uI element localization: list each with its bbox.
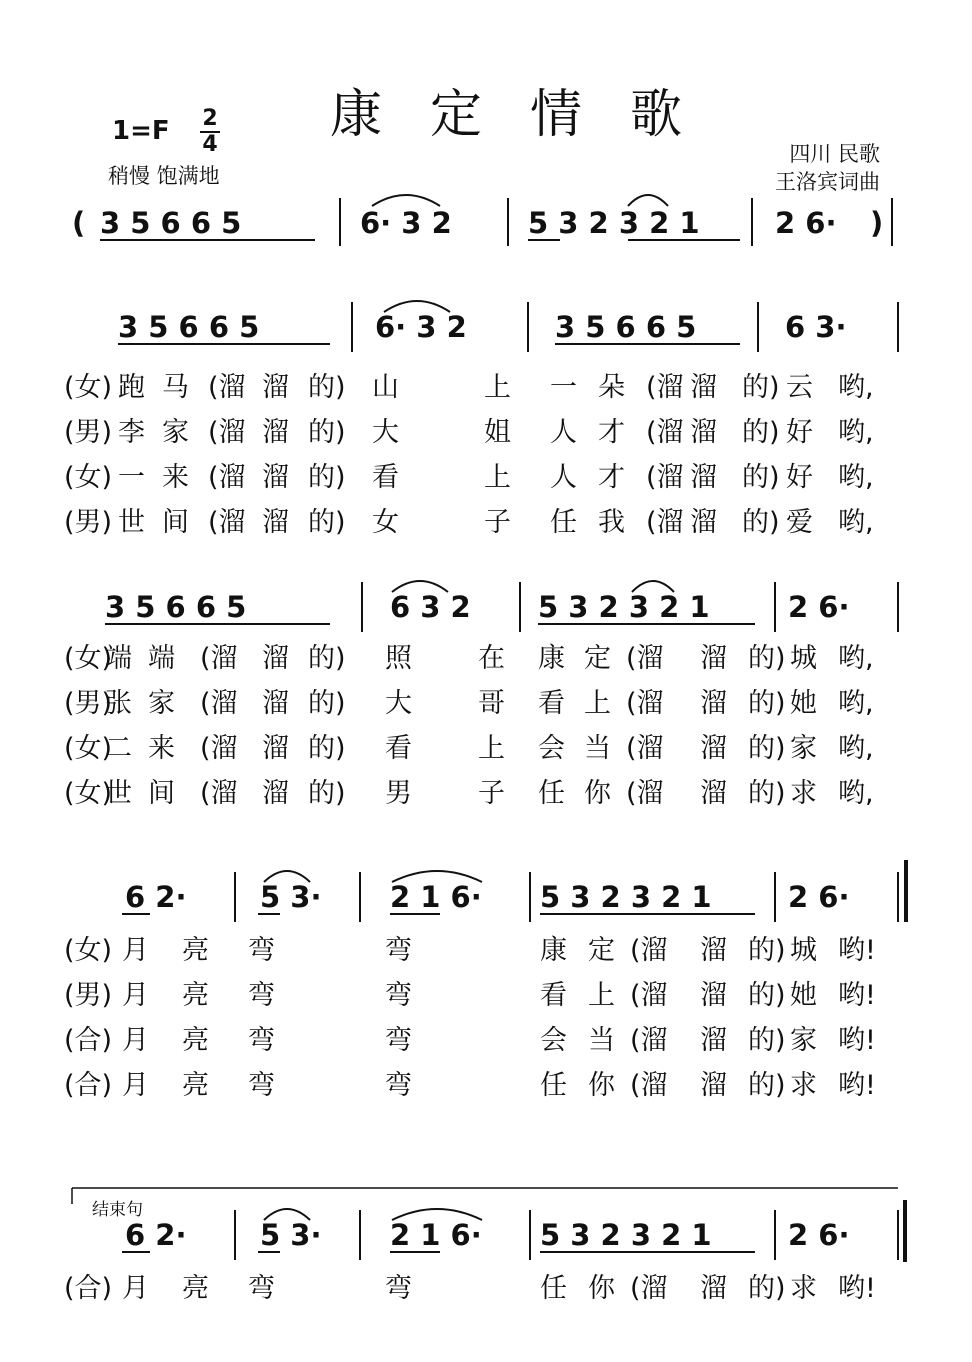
measure-notes: 5 3· [260, 880, 322, 914]
measure-notes: 6 2· [125, 880, 187, 914]
lyric-syllable: 溜 [700, 1070, 727, 1101]
lyric-syllable: 爱 [786, 507, 813, 538]
lyric-syllable: 你 [588, 1273, 615, 1304]
lyric-syllable: 溜 [700, 778, 727, 809]
ending-measure-notes: 5 3 2 3 2 1 [540, 1218, 712, 1252]
verse-label: (女) [64, 778, 113, 809]
lyric-syllable: 上 [588, 980, 615, 1011]
lyric-syllable: 溜 [262, 688, 289, 719]
lyric-syllable: 定 [584, 643, 611, 674]
lyric-syllable: 弯 [385, 1070, 412, 1101]
lyric-syllable: 月 [122, 1025, 149, 1056]
intro-measure: 2 6· [775, 206, 837, 240]
lyric-syllable: 家 [790, 1025, 817, 1056]
lyric-syllable: 二 [105, 733, 132, 764]
lyric-syllable: 朵 [598, 372, 625, 403]
lyric-syllable: 溜 [262, 372, 289, 403]
measure-notes: 6 3· [785, 310, 847, 344]
lyric-syllable: 亮 [182, 1070, 209, 1101]
lyric-syllable: 她 [790, 980, 817, 1011]
lyric-syllable: 弯 [385, 980, 412, 1011]
slur [632, 581, 674, 592]
verse-label: (合) [64, 1070, 113, 1101]
lyric-syllable: 溜 [262, 417, 289, 448]
lyric-syllable: 你 [588, 1070, 615, 1101]
lyric-syllable: 好 [786, 462, 813, 493]
lyric-syllable: 任 [540, 1273, 567, 1304]
lyric-syllable: 弯 [248, 980, 275, 1011]
lyric-syllable: 溜 [700, 980, 727, 1011]
measure-notes: 2 1 6· [390, 880, 482, 914]
lyric-syllable: 人 [550, 417, 577, 448]
lyric-syllable: (溜 [630, 1273, 668, 1304]
lyric-syllable: 亮 [182, 980, 209, 1011]
intro-measure: 6· 3 2 [360, 206, 452, 240]
lyric-syllable: 月 [122, 1070, 149, 1101]
lyric-syllable: 的) [742, 507, 780, 538]
lyric-syllable: 女 [372, 507, 399, 538]
lyric-syllable: 的) [748, 1025, 786, 1056]
slur [264, 871, 310, 882]
verse-label: (女) [64, 733, 113, 764]
verse-label: (女) [64, 462, 113, 493]
lyric-syllable: 李 [118, 417, 145, 448]
lyric-syllable: 当 [584, 733, 611, 764]
lyric-syllable: 弯 [385, 1273, 412, 1304]
lyric-syllable: 的) [742, 372, 780, 403]
lyric-syllable: (溜 [646, 417, 684, 448]
lyric-syllable: 照 [385, 643, 412, 674]
lyric-syllable: (溜 [626, 778, 664, 809]
lyric-syllable: 弯 [248, 1025, 275, 1056]
lyric-syllable: 的) [748, 778, 786, 809]
ending-measure-notes: 6 2· [125, 1218, 187, 1252]
lyric-syllable: (溜 [200, 733, 238, 764]
lyric-syllable: 弯 [385, 1025, 412, 1056]
intro-open-paren: ( [72, 206, 86, 240]
measure-notes: 2 6· [788, 880, 850, 914]
lyric-syllable: 马 [162, 372, 189, 403]
lyric-syllable: 你 [584, 778, 611, 809]
verse-label: (男) [64, 688, 113, 719]
lyric-syllable: (溜 [208, 507, 246, 538]
lyric-syllable: 哟, [838, 643, 874, 674]
lyric-syllable: 男 [385, 778, 412, 809]
lyric-syllable: 溜 [690, 372, 717, 403]
lyric-syllable: 弯 [248, 1070, 275, 1101]
slur [392, 871, 482, 882]
intro-close-paren: ) [870, 206, 884, 240]
lyric-syllable: 会 [540, 1025, 567, 1056]
lyric-syllable: 跑 [118, 372, 145, 403]
verse-label: (女) [64, 935, 113, 966]
lyric-syllable: 来 [162, 462, 189, 493]
slur [392, 581, 448, 592]
lyric-syllable: (溜 [208, 417, 246, 448]
lyric-syllable: 溜 [262, 733, 289, 764]
verse-label: (合) [64, 1025, 113, 1056]
lyric-syllable: 大 [385, 688, 412, 719]
lyric-syllable: 世 [105, 778, 132, 809]
intro-measure: 3 5 6 6 5 [100, 206, 242, 240]
lyric-syllable: 一 [118, 462, 145, 493]
lyric-syllable: 定 [588, 935, 615, 966]
lyric-syllable: 人 [550, 462, 577, 493]
lyric-syllable: 的) [308, 733, 346, 764]
lyric-syllable: (溜 [208, 372, 246, 403]
lyric-syllable: (溜 [626, 733, 664, 764]
lyric-syllable: 弯 [385, 935, 412, 966]
lyric-syllable: 姐 [484, 417, 511, 448]
measure-notes: 5 3 2 3 2 1 [538, 590, 710, 624]
lyric-syllable: 在 [478, 643, 505, 674]
lyric-syllable: 亮 [182, 935, 209, 966]
lyric-syllable: 的) [308, 778, 346, 809]
lyric-syllable: 哟! [838, 935, 876, 966]
lyric-syllable: 云 [786, 372, 813, 403]
lyric-syllable: (溜 [646, 462, 684, 493]
lyric-syllable: 端 [105, 643, 132, 674]
lyric-syllable: 城 [790, 935, 817, 966]
lyric-syllable: (溜 [630, 935, 668, 966]
lyric-syllable: 看 [385, 733, 412, 764]
lyric-syllable: 来 [148, 733, 175, 764]
verse-label: (男) [64, 507, 113, 538]
lyric-syllable: 溜 [262, 462, 289, 493]
lyric-syllable: 间 [148, 778, 175, 809]
lyric-syllable: 的) [748, 643, 786, 674]
lyric-syllable: 的) [748, 935, 786, 966]
lyric-syllable: (溜 [646, 372, 684, 403]
lyric-syllable: (溜 [200, 778, 238, 809]
lyric-syllable: 溜 [690, 507, 717, 538]
lyric-syllable: 哟! [838, 1025, 876, 1056]
lyric-syllable: 哟, [838, 462, 874, 493]
lyric-syllable: 家 [148, 688, 175, 719]
lyric-syllable: (溜 [200, 643, 238, 674]
measure-notes: 6 3 2 [390, 590, 471, 624]
ending-measure-notes: 5 3· [260, 1218, 322, 1252]
verse-label: (女) [64, 372, 113, 403]
song-origin: 四川 民歌 [789, 142, 880, 166]
lyric-syllable: 看 [540, 980, 567, 1011]
lyric-syllable: 会 [538, 733, 565, 764]
lyric-syllable: (溜 [200, 688, 238, 719]
lyric-syllable: 的) [308, 643, 346, 674]
lyric-syllable: 山 [372, 372, 399, 403]
slur [392, 1209, 482, 1220]
lyric-syllable: 哟, [838, 417, 874, 448]
tempo-marking: 稍慢 饱满地 [108, 164, 220, 188]
lyric-syllable: 任 [550, 507, 577, 538]
lyric-syllable: 家 [162, 417, 189, 448]
lyric-syllable: 的) [308, 462, 346, 493]
lyric-syllable: 当 [588, 1025, 615, 1056]
lyric-syllable: 求 [790, 1070, 817, 1101]
lyric-syllable: 弯 [248, 1273, 275, 1304]
lyric-syllable: 上 [484, 372, 511, 403]
ending-verse-label: (合) [64, 1273, 113, 1304]
lyric-syllable: 世 [118, 507, 145, 538]
lyric-syllable: 月 [122, 1273, 149, 1304]
lyric-syllable: 好 [786, 417, 813, 448]
lyric-syllable: 哥 [478, 688, 505, 719]
lyric-syllable: (溜 [630, 1070, 668, 1101]
lyric-syllable: 张 [105, 688, 132, 719]
lyric-syllable: 城 [790, 643, 817, 674]
verse-label: (男) [64, 980, 113, 1011]
lyric-syllable: 才 [598, 462, 625, 493]
measure-notes: 3 5 6 6 5 [118, 310, 260, 344]
lyric-syllable: 溜 [700, 643, 727, 674]
lyric-syllable: 康 [540, 935, 567, 966]
slur [264, 1209, 310, 1220]
lyric-syllable: 端 [148, 643, 175, 674]
ending-measure-notes: 2 1 6· [390, 1218, 482, 1252]
measure-notes: 6· 3 2 [375, 310, 467, 344]
lyric-syllable: (溜 [626, 643, 664, 674]
lyric-syllable: 溜 [262, 778, 289, 809]
lyric-syllable: 哟, [838, 733, 874, 764]
intro-slur [372, 195, 440, 206]
lyric-syllable: 的) [308, 507, 346, 538]
lyric-syllable: 一 [550, 372, 577, 403]
lyric-syllable: 溜 [262, 507, 289, 538]
lyric-syllable: 的) [748, 1070, 786, 1101]
lyric-syllable: 子 [478, 778, 505, 809]
song-author: 王洛宾词曲 [775, 170, 880, 194]
lyric-syllable: (溜 [630, 980, 668, 1011]
lyric-syllable: 的) [748, 733, 786, 764]
lyric-syllable: 任 [538, 778, 565, 809]
lyric-syllable: 大 [372, 417, 399, 448]
time-signature-top: 2 [202, 106, 218, 131]
lyric-syllable: 看 [538, 688, 565, 719]
song-title: 康定情歌 [330, 85, 731, 145]
lyric-syllable: 弯 [248, 935, 275, 966]
verse-label: (男) [64, 417, 113, 448]
lyric-syllable: 的) [742, 417, 780, 448]
lyric-syllable: (溜 [646, 507, 684, 538]
lyric-syllable: 亮 [182, 1273, 209, 1304]
time-signature-bottom: 4 [202, 132, 218, 157]
lyric-syllable: 哟, [838, 778, 874, 809]
lyric-syllable: 求 [790, 778, 817, 809]
lyric-syllable: 子 [484, 507, 511, 538]
lyric-syllable: 的) [308, 688, 346, 719]
lyric-syllable: 哟! [838, 980, 876, 1011]
lyric-syllable: 上 [478, 733, 505, 764]
lyric-syllable: 溜 [262, 643, 289, 674]
lyric-syllable: 哟! [838, 1070, 876, 1101]
intro-slur [628, 195, 668, 206]
lyric-syllable: 的) [308, 417, 346, 448]
lyric-syllable: 的) [748, 980, 786, 1011]
lyric-syllable: 哟, [838, 372, 874, 403]
measure-notes: 2 6· [788, 590, 850, 624]
measure-notes: 3 5 6 6 5 [555, 310, 697, 344]
lyric-syllable: 的) [748, 688, 786, 719]
measure-notes: 3 5 6 6 5 [105, 590, 247, 624]
ending-measure-notes: 2 6· [788, 1218, 850, 1252]
lyric-syllable: 哟! [838, 1273, 876, 1304]
lyric-syllable: 求 [790, 1273, 817, 1304]
slur [384, 301, 450, 312]
intro-measure: 5 3 2 3 2 1 [528, 206, 700, 240]
lyric-syllable: 康 [538, 643, 565, 674]
lyric-syllable: 才 [598, 417, 625, 448]
lyric-syllable: 任 [540, 1070, 567, 1101]
lyric-syllable: 溜 [700, 733, 727, 764]
ending-label: 结束句 [92, 1200, 143, 1220]
lyric-syllable: 家 [790, 733, 817, 764]
lyric-syllable: 溜 [700, 935, 727, 966]
lyric-syllable: 上 [484, 462, 511, 493]
lyric-syllable: 我 [598, 507, 625, 538]
lyric-syllable: 的) [308, 372, 346, 403]
key-signature: 1=F [112, 116, 170, 146]
lyric-syllable: 月 [122, 980, 149, 1011]
verse-label: (女) [64, 643, 113, 674]
lyric-syllable: 间 [162, 507, 189, 538]
lyric-syllable: 她 [790, 688, 817, 719]
lyric-syllable: (溜 [630, 1025, 668, 1056]
lyric-syllable: 溜 [700, 688, 727, 719]
lyric-syllable: 的) [748, 1273, 786, 1304]
lyric-syllable: 上 [584, 688, 611, 719]
lyric-syllable: 溜 [700, 1025, 727, 1056]
lyric-syllable: 月 [122, 935, 149, 966]
lyric-syllable: (溜 [208, 462, 246, 493]
lyric-syllable: 哟, [838, 688, 874, 719]
lyric-syllable: 溜 [690, 462, 717, 493]
lyric-syllable: (溜 [626, 688, 664, 719]
lyric-syllable: 的) [742, 462, 780, 493]
lyric-syllable: 溜 [690, 417, 717, 448]
measure-notes: 5 3 2 3 2 1 [540, 880, 712, 914]
lyric-syllable: 哟, [838, 507, 874, 538]
lyric-syllable: 看 [372, 462, 399, 493]
lyric-syllable: 亮 [182, 1025, 209, 1056]
lyric-syllable: 溜 [700, 1273, 727, 1304]
